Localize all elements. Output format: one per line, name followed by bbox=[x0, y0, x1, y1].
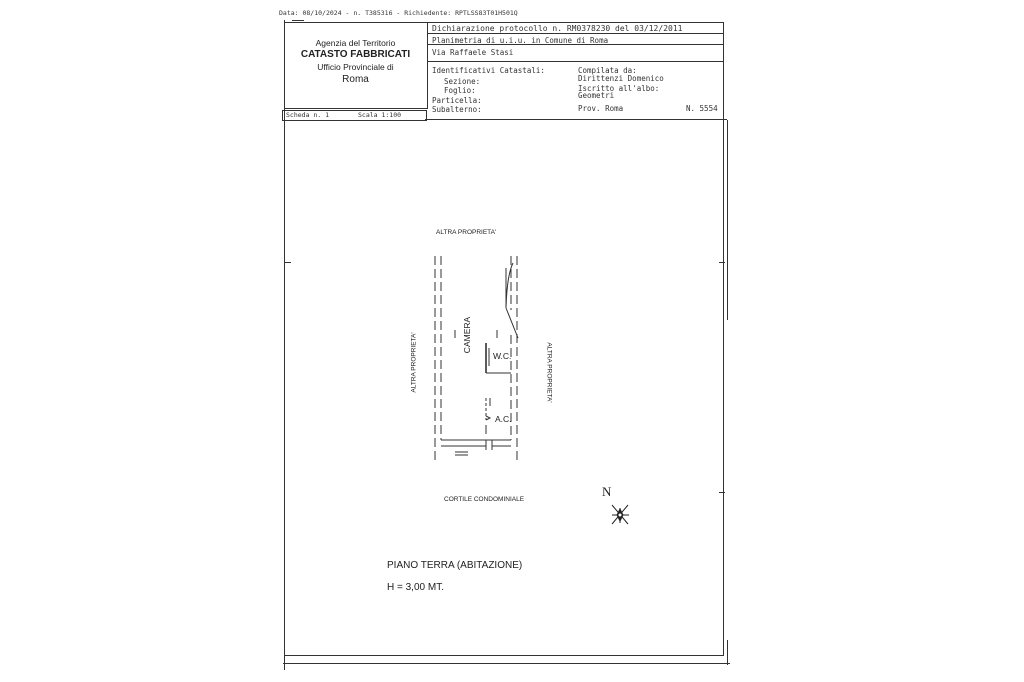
agency-department: CATASTO FABBRICATI bbox=[300, 49, 411, 60]
iscritto-label: Iscritto all'albo: bbox=[578, 84, 660, 93]
particella-label: Particella: bbox=[432, 96, 482, 105]
subalterno-label: Subalterno: bbox=[432, 105, 482, 114]
document-stamp: Data: 08/10/2024 - n. T385316 - Richiedente: RPTLSS83T01H501Q bbox=[279, 9, 518, 17]
room-ac-label: A.C. bbox=[495, 414, 512, 424]
ident-label: Identificativi Catastali: bbox=[432, 66, 545, 75]
property-address: Via Raffaele Stasi bbox=[432, 48, 514, 57]
left-neighbor-label: ALTRA PROPRIETA' bbox=[410, 332, 418, 393]
agency-office: Ufficio Provinciale di bbox=[317, 62, 394, 72]
agency-city: Roma bbox=[342, 74, 369, 85]
top-neighbor-label: ALTRA PROPRIETA' bbox=[436, 229, 497, 236]
scheda-label: Scheda n. 1 bbox=[286, 111, 330, 119]
planimetria-comune: Planimetria di u.i.u. in Comune di Roma bbox=[432, 36, 609, 45]
room-camera-label: CAMERA bbox=[462, 316, 472, 354]
compass-rose bbox=[612, 505, 629, 524]
floor-title: PIANO TERRA (ABITAZIONE) bbox=[387, 560, 523, 571]
floor-height: H = 3,00 MT. bbox=[387, 582, 444, 593]
north-label: N bbox=[602, 484, 612, 499]
sezione-label: Sezione: bbox=[444, 77, 481, 86]
door-diagonal bbox=[506, 308, 518, 338]
ac-door bbox=[486, 416, 490, 420]
province-label: Prov. Roma bbox=[578, 104, 624, 113]
compilata-value: Dirittenzi Domenico bbox=[578, 74, 664, 83]
declaration-protocol: Dichiarazione protocollo n. RM0378230 del 03/12/2011 bbox=[432, 24, 683, 33]
scale-label: Scala 1:100 bbox=[358, 111, 402, 119]
courtyard-label: CORTILE CONDOMINIALE bbox=[444, 496, 525, 503]
door-arc bbox=[506, 263, 513, 308]
right-neighbor-label: ALTRA PROPRIETA' bbox=[545, 342, 553, 403]
compilata-label: Compilata da: bbox=[578, 66, 637, 75]
number-label: N. 5554 bbox=[686, 104, 718, 113]
foglio-label: Foglio: bbox=[444, 86, 476, 95]
room-wc-label: W.C. bbox=[493, 351, 512, 361]
iscritto-value: Geometri bbox=[578, 91, 615, 100]
agency-name: Agenzia del Territorio bbox=[315, 38, 396, 48]
